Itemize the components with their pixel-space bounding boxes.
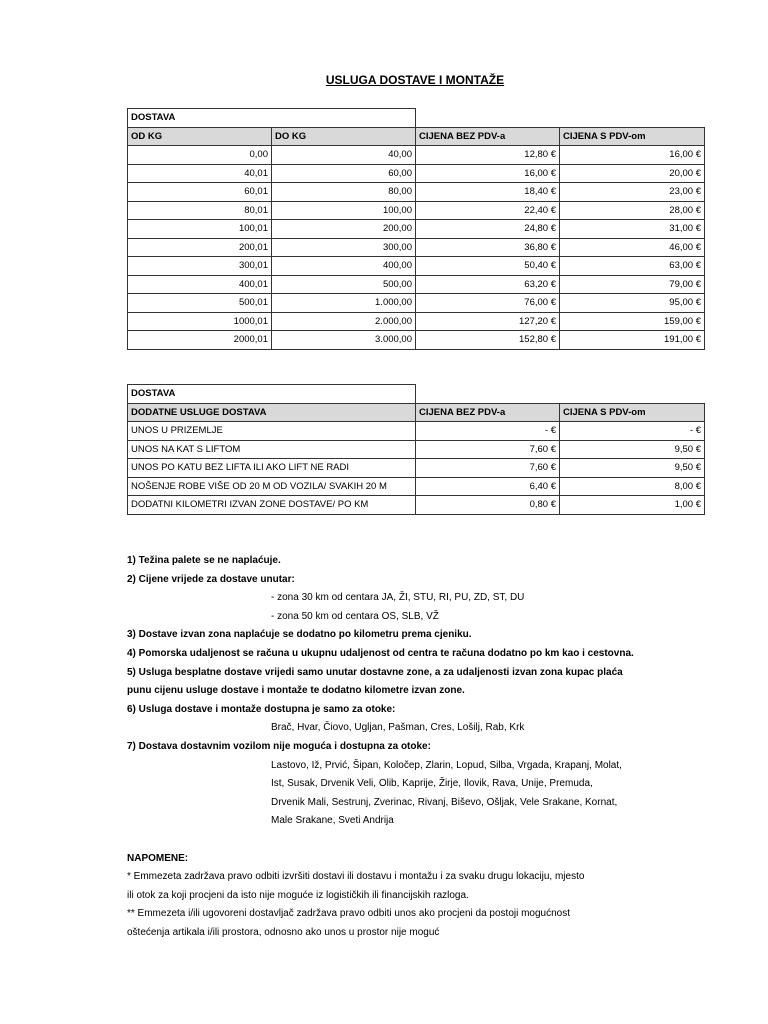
table-cell: 24,80 € [416,220,560,239]
table-cell: 127,20 € [416,312,560,331]
table-cell: 63,20 € [416,275,560,294]
note-line: 1) Težina palete se ne naplaćuje. [127,555,281,566]
table-cell: 300,01 [128,257,272,276]
header-row [128,403,705,422]
column-header: CIJENA BEZ PDV-a [416,403,560,422]
table-cell: 500,00 [272,275,416,294]
table-cell: UNOS U PRIZEMLJE [128,422,416,441]
note-line: Ist, Susak, Drvenik Veli, Olib, Kaprije, Žirje, Ilovik, Rava, Unije, Premuda, [271,778,593,790]
note-line: - zona 50 km od centara OS, SLB, VŽ [271,610,439,622]
table-row [128,220,705,239]
column-header: DO KG [272,127,416,146]
note-line: 4) Pomorska udaljenost se računa u ukupnu udaljenost od centra te računa dodatno po km kao i cestovna. [127,647,634,659]
table-cell: 6,40 € [416,477,560,496]
table-cell: 1000,01 [128,312,272,331]
table-cell: NOŠENJE ROBE VIŠE OD 20 M OD VOZILA/ SVAKIH 20 M [128,477,416,496]
table-section-title: DOSTAVA [128,109,416,128]
table-cell: 400,01 [128,275,272,294]
table-cell: 50,40 € [416,257,560,276]
table-cell: 40,01 [128,164,272,183]
column-header: CIJENA S PDV-om [560,403,705,422]
table-cell: 80,01 [128,201,272,220]
note-line: 3) Dostave izvan zona naplaćuje se dodatno po kilometru prema cjeniku. [127,629,472,641]
note-line: ** Emmezeta i/ili ugovoreni dostavljač zadržava pravo odbiti unos ako procjeni da postoji mogućnost [127,908,571,920]
table-row [128,331,705,350]
table-cell: 16,00 € [560,146,705,165]
table-cell: - € [416,422,560,441]
table-cell: UNOS PO KATU BEZ LIFTA ILI AKO LIFT NE RADI [128,459,416,478]
page-title: USLUGA DOSTAVE I MONTAŽE [325,73,505,87]
note-line: 2) Cijene vrijede za dostave unutar: [127,573,295,585]
table-cell: 100,00 [272,201,416,220]
note-line: - zona 30 km od centara JA, ŽI, STU, RI, PU, ZD, ST, DU [271,592,525,604]
note-line: punu cijenu usluge dostave i montaže te dodatno kilometre izvan zone. [127,685,465,697]
table-cell: - € [560,422,705,441]
column-header: OD KG [128,127,272,146]
table-cell: 8,00 € [560,477,705,496]
note-line: NAPOMENE: [127,852,189,864]
table-cell: 9,50 € [560,440,705,459]
table-cell: 20,00 € [560,164,705,183]
table-cell: 28,00 € [560,201,705,220]
table-cell: 2000,01 [128,331,272,350]
table-cell: 159,00 € [560,312,705,331]
table-cell: 46,00 € [560,238,705,257]
column-header: DODATNE USLUGE DOSTAVA [128,403,416,422]
table-cell: 18,40 € [416,183,560,202]
note-line: Drvenik Mali, Sestrunj, Zverinac, Rivanj, Biševo, Ošljak, Vele Srakane, Kornat, [271,796,618,808]
table-cell: 200,01 [128,238,272,257]
table-cell: UNOS NA KAT S LIFTOM [128,440,416,459]
table-cell: 23,00 € [560,183,705,202]
table-cell: 300,00 [272,238,416,257]
table-row [128,183,705,202]
table-cell: 60,00 [272,164,416,183]
table-row [128,496,705,515]
table-row [128,294,705,313]
note-line [127,831,727,850]
table-row [128,459,705,478]
column-header: CIJENA BEZ PDV-a [416,127,560,146]
table-cell: 3.000,00 [272,331,416,350]
table-cell: 31,00 € [560,220,705,239]
table-cell: 22,40 € [416,201,560,220]
table-cell: 500,01 [128,294,272,313]
table-cell: 95,00 € [560,294,705,313]
table-row [128,201,705,220]
table-cell: 9,50 € [560,459,705,478]
table-cell: 0,00 [128,146,272,165]
table-cell: 40,00 [272,146,416,165]
table-cell: 1,00 € [560,496,705,515]
note-line: Male Srakane, Sveti Andrija [271,815,394,827]
note-line: Brač, Hvar, Čiovo, Ugljan, Pašman, Cres, Lošilj, Rab, Krk [271,722,525,734]
table-cell: 63,00 € [560,257,705,276]
table-cell: 12,80 € [416,146,560,165]
note-line: 7) Dostava dostavnim vozilom nije moguća i dostupna za otoke: [127,740,431,752]
table-cell: 80,00 [272,183,416,202]
table-cell: 76,00 € [416,294,560,313]
table-cell: 36,80 € [416,238,560,257]
table-row [128,422,705,441]
table-cell: 7,60 € [416,440,560,459]
table-cell: 2.000,00 [272,312,416,331]
table-cell: 100,01 [128,220,272,239]
table-row [128,164,705,183]
notes-section [127,552,727,942]
table-cell: 152,80 € [416,331,560,350]
table-cell: 79,00 € [560,275,705,294]
column-header: CIJENA S PDV-om [560,127,705,146]
note-line: * Emmezeta zadržava pravo odbiti izvršiti dostavi ili dostavu i montažu i za svaku drugu lokaciju, mjesto [127,871,585,883]
table-cell: 16,00 € [416,164,560,183]
table-row [128,146,705,165]
table-row [128,312,705,331]
note-line: ili otok za koji procjeni da isto nije moguće iz logističkih ili financijskih razloga. [127,889,469,901]
table-cell: DODATNI KILOMETRI IZVAN ZONE DOSTAVE/ PO KM [128,496,416,515]
table-section-title: DOSTAVA [128,385,416,404]
table-cell: 7,60 € [416,459,560,478]
table-cell: 200,00 [272,220,416,239]
note-line: oštećenja artikala i/ili prostora, odnosno ako unos u prostor nije moguć [127,926,440,938]
additional-services-table [127,384,705,515]
note-line: Lastovo, Iž, Prvić, Šipan, Koločep, Zlarin, Lopud, Silba, Vrgada, Krapanj, Molat, [271,759,622,771]
table-row [128,477,705,496]
table-row [128,257,705,276]
table-cell: 0,80 € [416,496,560,515]
table-cell: 191,00 € [560,331,705,350]
header-row [128,127,705,146]
table-cell: 60,01 [128,183,272,202]
table-cell: 400,00 [272,257,416,276]
note-line: 6) Usluga dostave i montaže dostupna je samo za otoke: [127,703,396,715]
table-row [128,238,705,257]
table-cell: 1.000,00 [272,294,416,313]
table-row [128,440,705,459]
delivery-weight-table [127,108,705,350]
note-line: 5) Usluga besplatne dostave vrijedi samo unutar dostavne zone, a za udaljenosti izvan zona kupac plaća [127,666,623,678]
table-row [128,275,705,294]
